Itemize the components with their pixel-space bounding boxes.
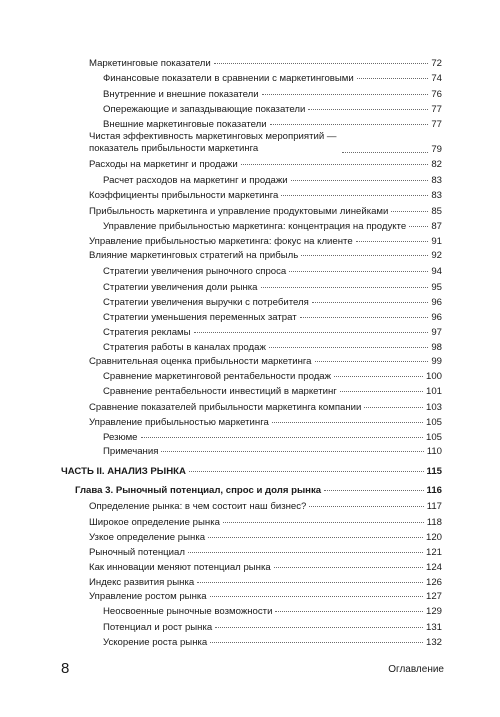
dot-leader xyxy=(208,537,423,538)
dot-leader xyxy=(194,332,429,333)
toc-entry-page: 99 xyxy=(431,356,442,367)
toc-entry xyxy=(89,402,442,413)
toc-entry-page: 120 xyxy=(425,532,442,543)
toc-entry-label: Сравнительная оценка прибыльности маркетинга xyxy=(89,356,312,367)
toc-entry-page: 74 xyxy=(431,73,442,84)
toc-entry xyxy=(103,104,442,115)
toc-entry-label: Управление ростом рынка xyxy=(89,591,207,602)
toc-entry-label: Внутренние и внешние показатели xyxy=(103,89,259,100)
toc-entry-label: Рыночный потенциал xyxy=(89,547,185,558)
toc-entry-label: Индекс развития рынка xyxy=(89,577,195,588)
dot-leader xyxy=(262,94,429,95)
dot-leader xyxy=(270,124,429,125)
page-number: 8 xyxy=(61,660,70,677)
toc-entry-label: Коэффициенты прибыльности маркетинга xyxy=(89,190,279,201)
toc-entry xyxy=(103,446,442,457)
dot-leader xyxy=(141,437,423,438)
toc-entry-page: 127 xyxy=(425,591,442,602)
toc-entry-page: 77 xyxy=(431,104,442,115)
toc-entry-label: Стратегии увеличения доли рынка xyxy=(103,282,258,293)
toc-entry-label: Расходы на маркетинг и продажи xyxy=(89,159,238,170)
toc-entry-page: 94 xyxy=(431,266,442,277)
toc-entry-page: 92 xyxy=(431,250,442,261)
toc-entry-label: Стратегии увеличения выручки с потребителя xyxy=(103,297,309,308)
toc-entry-page: 117 xyxy=(426,501,442,512)
toc-entry-page: 100 xyxy=(425,371,442,382)
toc-entry xyxy=(103,89,442,100)
toc-entry xyxy=(89,159,442,170)
dot-leader xyxy=(261,287,429,288)
dot-leader xyxy=(342,152,428,153)
dot-leader xyxy=(188,552,423,553)
toc-entry-label: Стратегия рекламы xyxy=(103,327,191,338)
toc-entry-page: 82 xyxy=(431,159,442,170)
toc-entry-label: ЧАСТЬ II. АНАЛИЗ РЫНКА xyxy=(61,466,186,477)
toc-entry-page: 91 xyxy=(431,236,442,247)
toc-entry-label: Прибыльность маркетинга и управление продуктовыми линейками xyxy=(89,206,389,217)
toc-entry-page: 98 xyxy=(431,342,442,353)
toc-entry xyxy=(89,190,442,201)
toc-entry-label: Влияние маркетинговых стратегий на прибыль xyxy=(89,250,299,261)
toc-entry-label: Как инновации меняют потенциал рынка xyxy=(89,562,271,573)
toc-entry-page: 121 xyxy=(425,547,442,558)
toc-entry-label: Стратегии увеличения рыночного спроса xyxy=(103,266,287,277)
dot-leader xyxy=(356,241,429,242)
dot-leader xyxy=(409,226,428,227)
dot-leader xyxy=(272,422,423,423)
toc-entry-page: 105 xyxy=(425,417,442,428)
toc-entry-page: 115 xyxy=(426,466,442,477)
toc-entry-page: 76 xyxy=(431,89,442,100)
toc-entry-label: Глава 3. Рыночный потенциал, спрос и доля рынка xyxy=(75,485,322,496)
dot-leader xyxy=(291,180,429,181)
dot-leader xyxy=(214,63,429,64)
toc-entry xyxy=(89,532,442,543)
toc-entry-label: Внешние маркетинговые показатели xyxy=(103,119,267,130)
toc-entry-page: 129 xyxy=(425,606,442,617)
toc-entry-page: 116 xyxy=(426,485,442,496)
dot-leader xyxy=(161,451,423,452)
toc-entry-page: 131 xyxy=(425,622,442,633)
toc-entry-label: Стратегии уменьшения переменных затрат xyxy=(103,312,297,323)
toc-entry xyxy=(103,297,442,308)
toc-entry xyxy=(103,119,442,130)
dot-leader xyxy=(223,522,424,523)
toc-entry-page: 103 xyxy=(425,402,442,413)
toc-entry-page: 83 xyxy=(431,175,442,186)
toc-entry-page: 96 xyxy=(431,312,442,323)
toc-entry-page: 110 xyxy=(426,446,442,457)
toc-entry xyxy=(89,206,442,217)
toc-entry-page: 96 xyxy=(431,297,442,308)
toc-entry-page: 101 xyxy=(425,386,442,397)
toc-entry-page: 124 xyxy=(425,562,442,573)
toc-entry xyxy=(89,547,442,558)
toc-entry-page: 72 xyxy=(431,58,442,69)
toc-entry-label: Неосвоенные рыночные возможности xyxy=(103,606,273,617)
toc-entry-page: 95 xyxy=(431,282,442,293)
toc-entry-label: Управление прибыльностью маркетинга: фокус на клиенте xyxy=(89,236,353,247)
toc-entry-label: Чистая эффективность маркетинговых мероприятий — показатель прибыльности маркетинга xyxy=(89,131,337,154)
toc-entry-label: Узкое определение рынка xyxy=(89,532,206,543)
toc-entry xyxy=(89,58,442,69)
toc-entry xyxy=(89,517,442,528)
toc-entry xyxy=(103,622,442,633)
dot-leader xyxy=(391,211,428,212)
toc-entry-label: Широкое определение рынка xyxy=(89,517,220,528)
dot-leader xyxy=(274,567,423,568)
toc-entry xyxy=(103,175,442,186)
toc-entry-page: 97 xyxy=(431,327,442,338)
dot-leader xyxy=(357,78,429,79)
dot-leader xyxy=(281,195,428,196)
toc-entry-label: Опережающие и запаздывающие показатели xyxy=(103,104,306,115)
toc-entry xyxy=(103,386,442,397)
toc-entry xyxy=(103,312,442,323)
toc-entry xyxy=(103,282,442,293)
toc-entry-page: 126 xyxy=(425,577,442,588)
toc-entry xyxy=(103,606,442,617)
toc-entry-label: Потенциал и рост рынка xyxy=(103,622,213,633)
toc-entry-page: 83 xyxy=(431,190,442,201)
running-footer-title: Оглавление xyxy=(388,664,444,675)
toc-entry-label: Примечания xyxy=(103,446,159,457)
toc-entry xyxy=(89,250,442,261)
dot-leader xyxy=(315,361,429,362)
toc-entry-page: 118 xyxy=(426,517,442,528)
toc-entry-label: Стратегия работы в каналах продаж xyxy=(103,342,266,353)
toc-entry-page: 87 xyxy=(431,221,442,232)
dot-leader xyxy=(241,164,429,165)
toc-entry-label: Ускорение роста рынка xyxy=(103,637,208,648)
toc-entry xyxy=(89,356,442,367)
toc-entry-label: Финансовые показатели в сравнении с маркетинговыми xyxy=(103,73,354,84)
dot-leader xyxy=(308,109,428,110)
toc-entry xyxy=(89,577,442,588)
toc-entry xyxy=(103,637,442,648)
dot-leader xyxy=(340,391,423,392)
toc-entry xyxy=(103,327,442,338)
dot-leader xyxy=(269,347,428,348)
toc-entry-label: Определение рынка: в чем состоит наш бизнес? xyxy=(89,501,307,512)
dot-leader xyxy=(312,302,429,303)
dot-leader xyxy=(309,506,423,507)
toc-entry xyxy=(103,371,442,382)
toc-entry-label: Сравнение маркетинговой рентабельности продаж xyxy=(103,371,332,382)
dot-leader xyxy=(334,376,423,377)
toc-entry xyxy=(103,432,442,443)
toc-entry xyxy=(89,131,442,155)
toc-entry xyxy=(75,485,442,496)
dot-leader xyxy=(275,611,423,612)
toc-entry-label: Сравнение показателей прибыльности маркетинга компании xyxy=(89,402,362,413)
dot-leader xyxy=(210,596,423,597)
toc-entry xyxy=(103,221,442,232)
toc-entry xyxy=(89,236,442,247)
toc-entry xyxy=(103,73,442,84)
toc-entry-page: 132 xyxy=(425,637,442,648)
toc-entry-label: Управление прибыльностью маркетинга: концентрация на продукте xyxy=(103,221,407,232)
dot-leader xyxy=(289,271,428,272)
toc-entry-label: Расчет расходов на маркетинг и продажи xyxy=(103,175,288,186)
dot-leader xyxy=(215,627,423,628)
toc-entry xyxy=(89,562,442,573)
dot-leader xyxy=(189,471,424,472)
dot-leader xyxy=(210,642,423,643)
dot-leader xyxy=(300,317,429,318)
toc-entry-label: Маркетинговые показатели xyxy=(89,58,211,69)
dot-leader xyxy=(364,407,423,408)
toc-entry xyxy=(89,417,442,428)
toc-entry-page: 85 xyxy=(431,206,442,217)
toc-entry xyxy=(89,591,442,602)
dot-leader xyxy=(324,490,423,491)
toc-entry-label: Управление прибыльностью маркетинга xyxy=(89,417,269,428)
toc-entry-page: 79 xyxy=(431,144,442,155)
toc-entry-page: 105 xyxy=(425,432,442,443)
toc-entry-label: Резюме xyxy=(103,432,138,443)
toc-entry xyxy=(103,342,442,353)
dot-leader xyxy=(197,582,423,583)
toc-entry xyxy=(61,466,442,477)
dot-leader xyxy=(301,255,428,256)
toc-entry-label: Сравнение рентабельности инвестиций в маркетинг xyxy=(103,386,337,397)
toc-entry-page: 77 xyxy=(431,119,442,130)
toc-entry xyxy=(103,266,442,277)
toc-entry xyxy=(89,501,442,512)
